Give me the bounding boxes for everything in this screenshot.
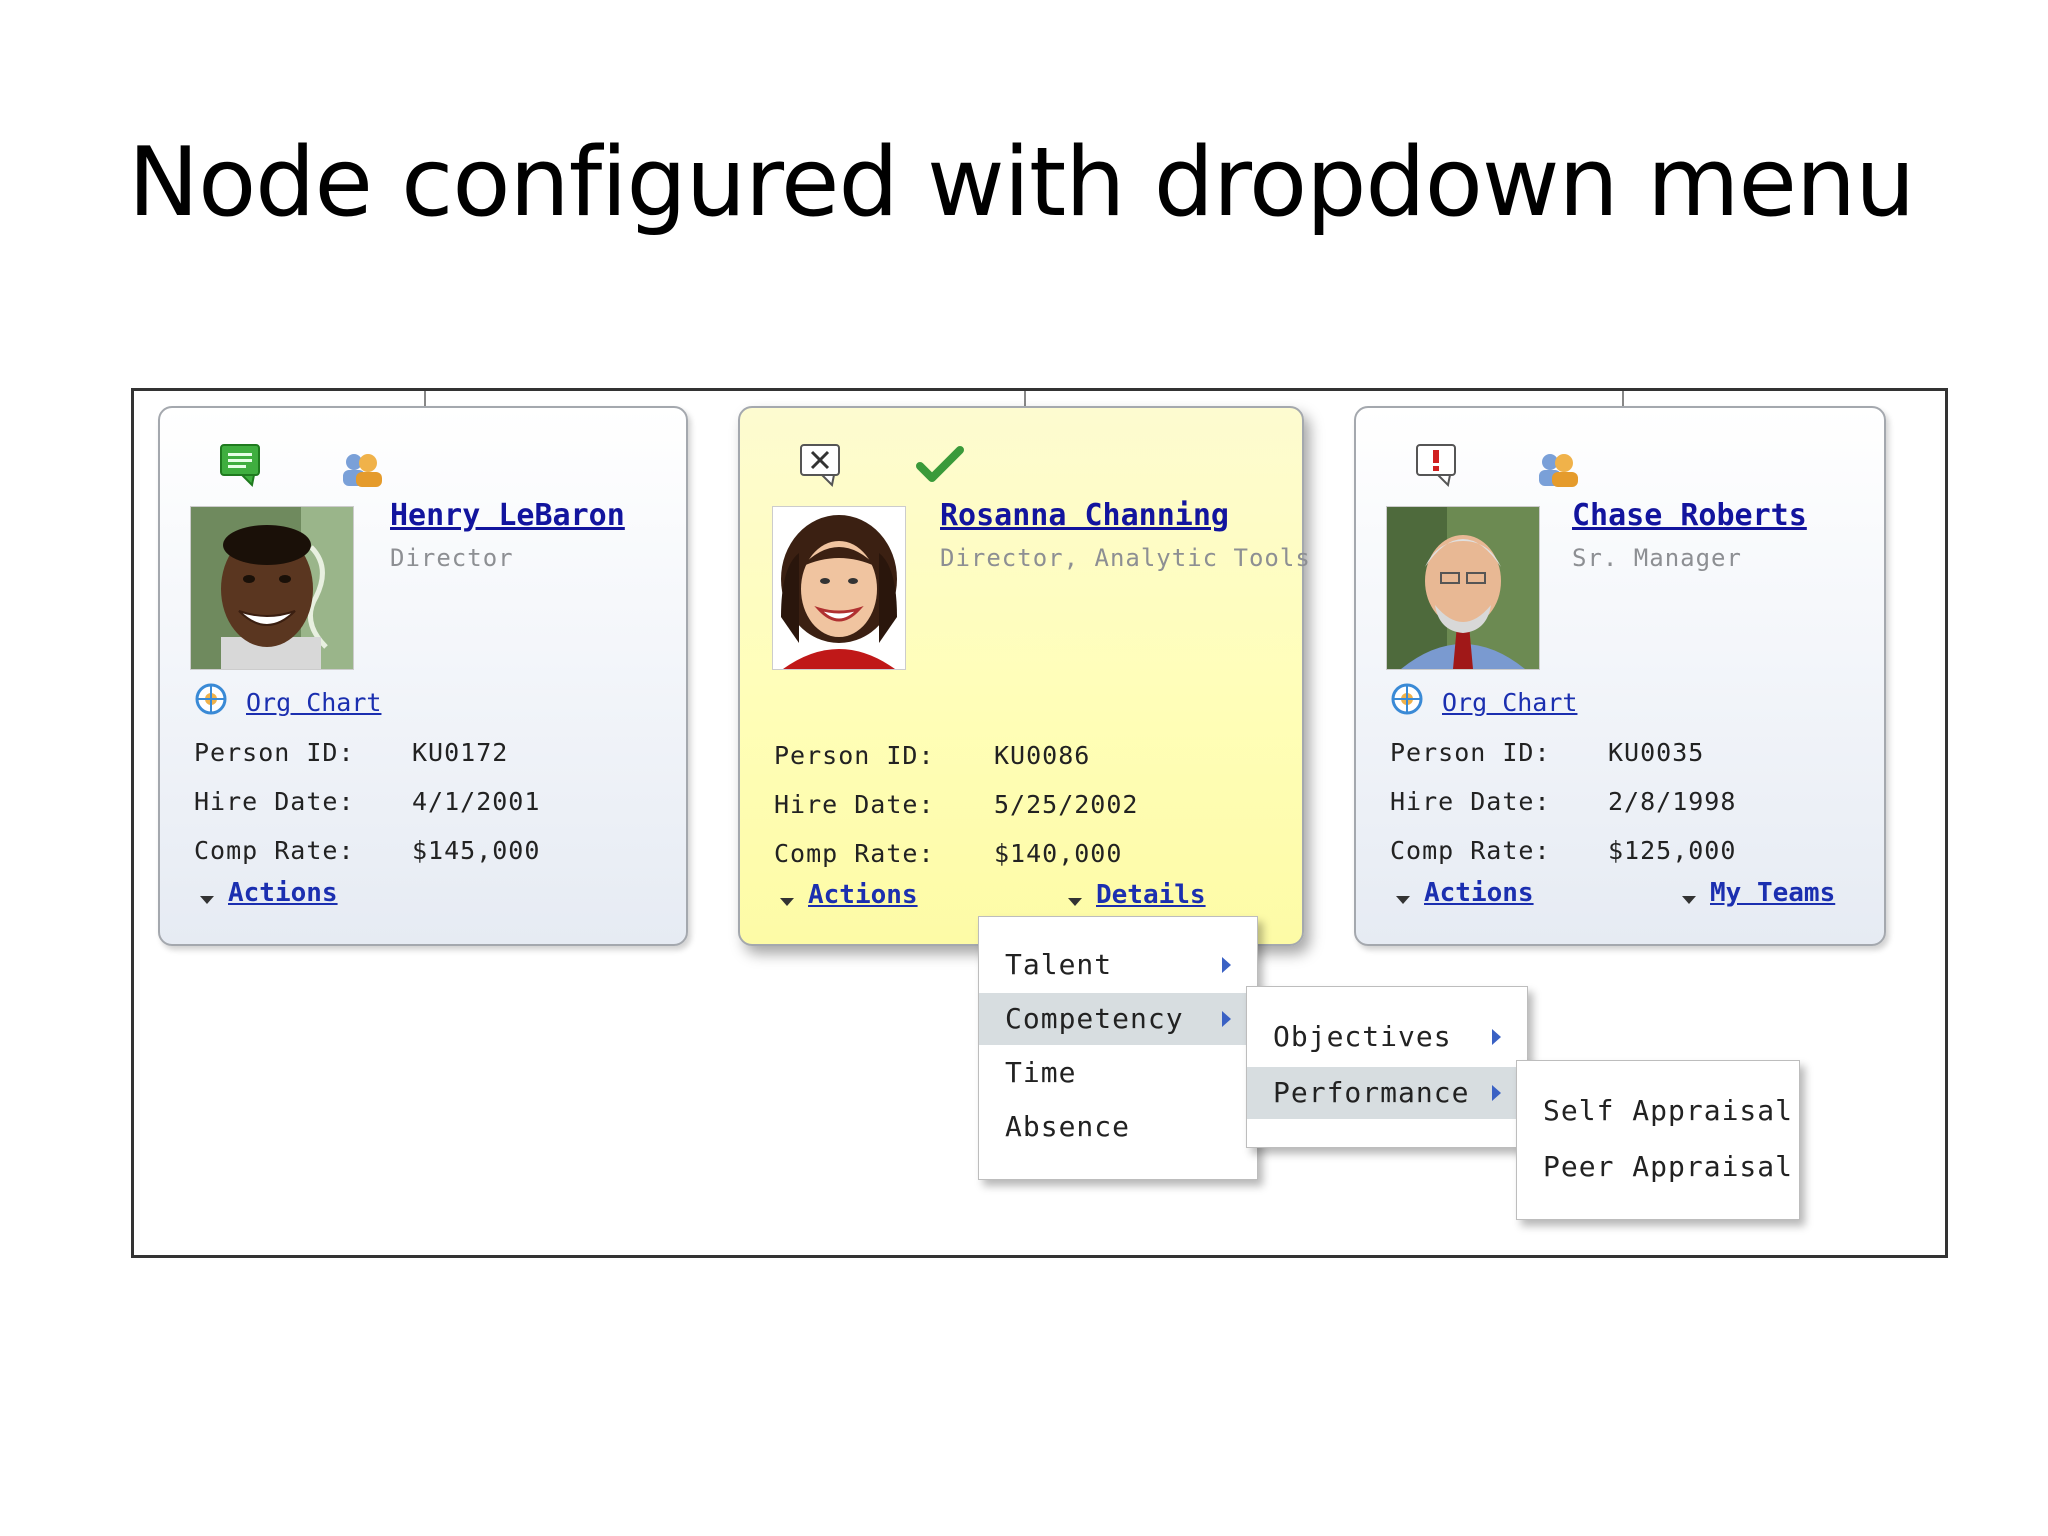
check-icon[interactable] xyxy=(916,444,964,484)
caret-down-icon[interactable] xyxy=(200,896,214,904)
employee-card-henry[interactable] xyxy=(158,406,688,946)
menu-item-label: Time xyxy=(1005,1056,1077,1089)
connector-line xyxy=(1622,391,1624,407)
hire-date-label: Hire Date: xyxy=(1390,787,1551,816)
people-icon[interactable] xyxy=(1536,450,1580,488)
slide-title: Node configured with dropdown menu xyxy=(128,128,1915,238)
menu-item-competency[interactable] xyxy=(979,993,1257,1045)
employee-card-chase[interactable] xyxy=(1354,406,1886,946)
hire-date-value: 5/25/2002 xyxy=(994,790,1139,819)
hire-date-label: Hire Date: xyxy=(774,790,935,819)
alert-chat-icon[interactable] xyxy=(1414,442,1460,488)
actions-dropdown[interactable]: Actions xyxy=(808,880,918,910)
caret-down-icon[interactable] xyxy=(1682,896,1696,904)
connector-line xyxy=(1024,391,1026,407)
menu-item-time[interactable] xyxy=(979,1047,1257,1099)
caret-down-icon[interactable] xyxy=(1396,896,1410,904)
menu-item-label: Talent xyxy=(1005,948,1113,981)
person-id-value: KU0035 xyxy=(1608,738,1705,767)
org-chart-icon[interactable] xyxy=(1390,682,1424,716)
avatar xyxy=(1386,506,1540,670)
menu-item-label: Performance xyxy=(1273,1076,1470,1109)
comp-rate-value: $145,000 xyxy=(412,836,541,865)
submenu-arrow-icon xyxy=(1222,957,1231,973)
menu-item-performance[interactable] xyxy=(1247,1067,1527,1119)
hire-date-value: 2/8/1998 xyxy=(1608,787,1737,816)
my-teams-dropdown[interactable]: My Teams xyxy=(1710,878,1836,908)
submenu-arrow-icon xyxy=(1492,1029,1501,1045)
menu-item-label: Competency xyxy=(1005,1002,1184,1035)
close-chat-icon[interactable] xyxy=(798,442,844,488)
person-id-label: Person ID: xyxy=(774,741,935,770)
menu-item-label: Self Appraisal xyxy=(1543,1094,1794,1127)
actions-dropdown[interactable]: Actions xyxy=(228,878,338,908)
comp-rate-value: $125,000 xyxy=(1608,836,1737,865)
chat-icon[interactable] xyxy=(218,442,264,488)
menu-item-label: Absence xyxy=(1005,1110,1131,1143)
employee-name-link[interactable]: Chase Roberts xyxy=(1572,498,1807,533)
competency-submenu xyxy=(1246,986,1528,1148)
hire-date-label: Hire Date: xyxy=(194,787,355,816)
submenu-arrow-icon xyxy=(1222,1011,1231,1027)
actions-dropdown[interactable]: Actions xyxy=(1424,878,1534,908)
caret-down-icon[interactable] xyxy=(780,898,794,906)
performance-submenu xyxy=(1516,1060,1800,1220)
caret-down-icon[interactable] xyxy=(1068,898,1082,906)
menu-item-label: Objectives xyxy=(1273,1020,1452,1053)
employee-title: Director xyxy=(390,544,514,572)
employee-name-link[interactable]: Henry LeBaron xyxy=(390,498,625,533)
people-icon[interactable] xyxy=(340,450,384,488)
employee-card-rosanna[interactable] xyxy=(738,406,1311,946)
org-chart-link[interactable]: Org Chart xyxy=(246,688,382,717)
org-chart-link[interactable]: Org Chart xyxy=(1442,688,1578,717)
hire-date-value: 4/1/2001 xyxy=(412,787,541,816)
avatar xyxy=(190,506,354,670)
menu-item-peer-appraisal[interactable] xyxy=(1517,1141,1799,1193)
comp-rate-label: Comp Rate: xyxy=(774,839,935,868)
menu-item-talent[interactable] xyxy=(979,939,1257,991)
details-dropdown[interactable]: Details xyxy=(1096,880,1206,910)
org-chart-icon[interactable] xyxy=(194,682,228,716)
menu-item-self-appraisal[interactable] xyxy=(1517,1085,1799,1137)
connector-line xyxy=(424,391,426,407)
person-id-label: Person ID: xyxy=(1390,738,1551,767)
comp-rate-label: Comp Rate: xyxy=(194,836,355,865)
comp-rate-value: $140,000 xyxy=(994,839,1123,868)
menu-item-objectives[interactable] xyxy=(1247,1011,1527,1063)
menu-item-absence[interactable] xyxy=(979,1101,1257,1153)
person-id-label: Person ID: xyxy=(194,738,355,767)
person-id-value: KU0086 xyxy=(994,741,1091,770)
comp-rate-label: Comp Rate: xyxy=(1390,836,1551,865)
employee-title: Sr. Manager xyxy=(1572,544,1742,572)
avatar xyxy=(772,506,906,670)
details-menu xyxy=(978,916,1258,1180)
submenu-arrow-icon xyxy=(1492,1085,1501,1101)
employee-name-link[interactable]: Rosanna Channing xyxy=(940,498,1229,533)
employee-title: Director, Analytic Tools xyxy=(940,544,1311,572)
menu-item-label: Peer Appraisal xyxy=(1543,1150,1794,1183)
person-id-value: KU0172 xyxy=(412,738,509,767)
